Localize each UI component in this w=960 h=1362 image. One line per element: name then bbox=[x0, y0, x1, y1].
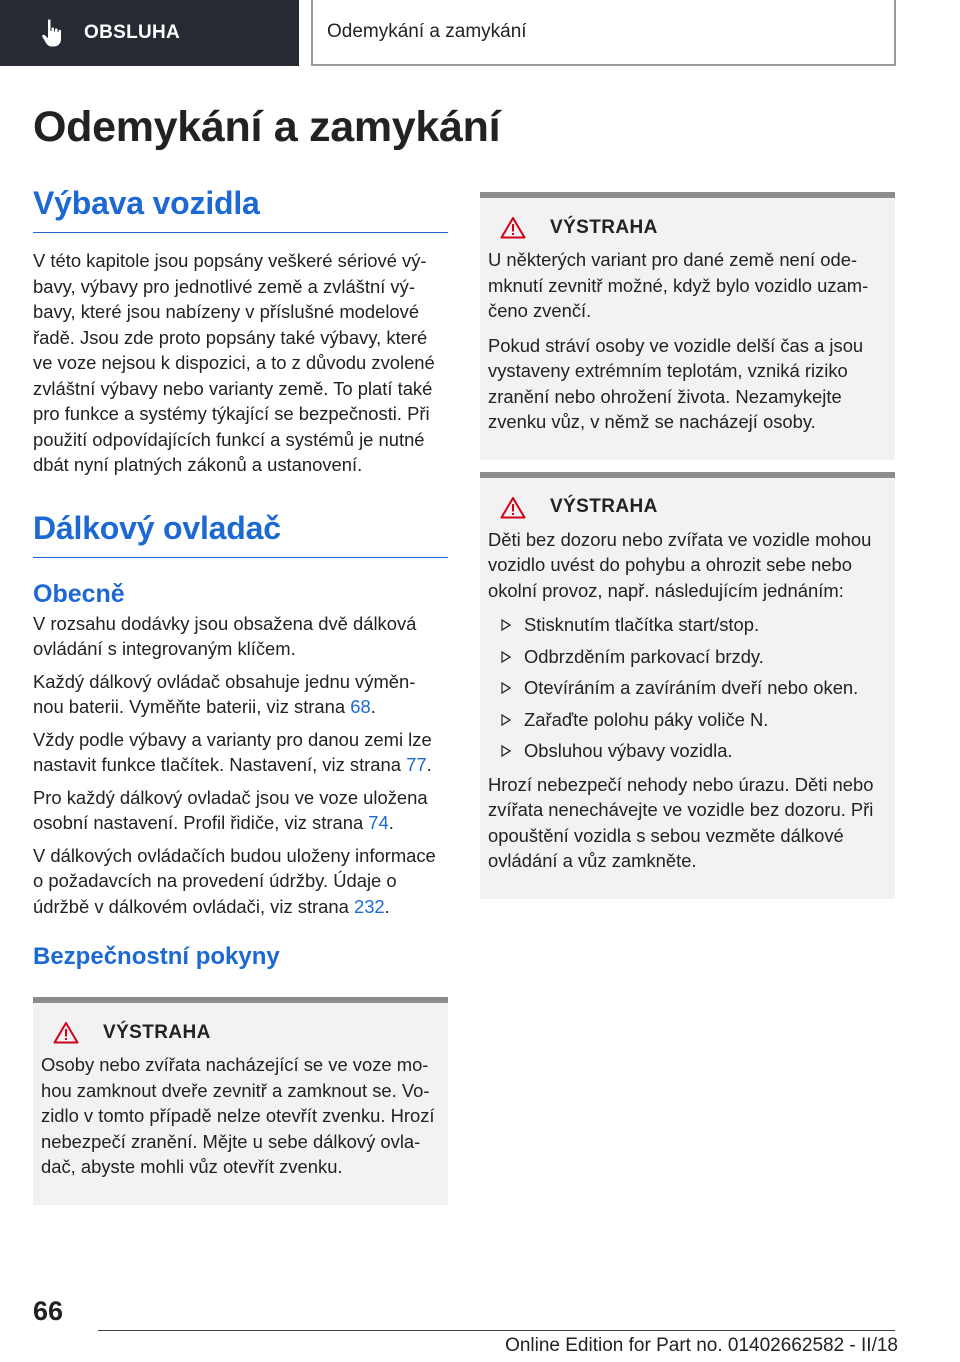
warning3-intro: Děti bez dozoru nebo zvířata ve vozidle mohou vozidlo uvést do pohybu a ohrozit sebe nebo okolní provoz, např. následujícím jednáním: bbox=[488, 528, 872, 601]
list-item bbox=[488, 612, 887, 638]
warning2-paragraph-2: Pokud stráví osoby ve vozidle delší čas a jsou vystaveny extrémním teplotám, vzniká riziko zranění nebo ohrožení života. Nezamykejte zvenku vůz, v němž se nacházejí osoby. bbox=[488, 334, 864, 432]
warning-header bbox=[488, 216, 887, 239]
paragraph-end: . bbox=[426, 754, 432, 775]
paragraph-end: . bbox=[384, 895, 390, 917]
arrow-right-icon bbox=[488, 738, 524, 757]
warning-title: VÝSTRAHA bbox=[550, 216, 658, 238]
page-link-68[interactable]: 68 bbox=[350, 696, 371, 717]
heading-obecne: Obecně bbox=[33, 579, 125, 608]
list-item bbox=[488, 738, 887, 764]
warning-title: VÝSTRAHA bbox=[103, 1021, 211, 1043]
footer-edition: Online Edition for Part no. 01402662582 - II/18 bbox=[505, 1335, 898, 1356]
warning-triangle-icon bbox=[53, 1021, 79, 1044]
list-item bbox=[488, 707, 887, 733]
hand-pointer-icon bbox=[40, 18, 66, 48]
paragraph-text: Vždy podle výbavy a varianty pro danou zemi lze nastavit funkce tlačítek. Nastavení, viz strana bbox=[33, 728, 432, 775]
vybava-paragraph: V této kapitole jsou popsány veškeré sériové vý- bavy, výbavy pro jednotlivé země a zvláštní vý- bavy, které jsou nabízeny v příslušné modelové řadě. Jsou zde proto popsány také výbavy, které ve voze nejsou k dispozici, a to z důvodu zvolené zvláštní výbavy nebo varianty země. To platí také pro funkce a systémy týkající se bezpečnosti. Při použití odpovídajících funkcí a systémů je nutné dbát nyní platných zákonů a ustanovení. bbox=[33, 250, 435, 475]
list-item-text: Otevíráním a zavíráním dveří nebo oken. bbox=[524, 677, 859, 698]
warning-header bbox=[41, 1021, 440, 1044]
warning3-outro: Hrozí nebezpečí nehody nebo úrazu. Děti nebo zvířata nenechávejte ve vozidle bez dozoru. Při opouštění vozidla s sebou vezměte dálkové ovládání a vůz zamkněte. bbox=[488, 773, 874, 871]
breadcrumb-text: Odemykání a zamykání bbox=[327, 21, 527, 42]
paragraph-text: Pro každý dálkový ovladač jsou ve voze uložena osobní nastavení. Profil řidiče, viz strana bbox=[33, 786, 428, 833]
paragraph-text: Každý dálkový ovládač obsahuje jednu výměn- nou baterii. Vyměňte baterii, viz strana bbox=[33, 670, 416, 717]
section-label: OBSLUHA bbox=[84, 22, 181, 43]
section-tab[interactable] bbox=[0, 0, 299, 66]
paragraph-text: V dálkových ovládačích budou uloženy informace o požadavcích na provedení údržby. Údaje o údržbě v dálkovém ovládači, viz strana bbox=[33, 844, 436, 917]
breadcrumb bbox=[311, 0, 896, 66]
warning2-paragraph-1: U některých variant pro dané země není ode- mknutí zevnitř možné, když bylo vozidlo uzam- čeno zvenčí. bbox=[488, 249, 869, 321]
action-list bbox=[488, 612, 887, 764]
heading-bezpecnostni-pokyny: Bezpečnostní pokyny bbox=[33, 943, 280, 970]
heading-dalkovy-ovladac: Dálkový ovladač bbox=[33, 510, 448, 558]
arrow-right-icon bbox=[488, 707, 524, 726]
page-link-74[interactable]: 74 bbox=[368, 812, 389, 833]
warning-triangle-icon bbox=[500, 216, 526, 239]
warning-box-3 bbox=[480, 472, 895, 899]
warning-box-2 bbox=[480, 192, 895, 460]
warning-header bbox=[488, 496, 887, 519]
paragraph-end: . bbox=[388, 812, 394, 833]
obecne-paragraph-3 bbox=[33, 727, 448, 778]
obecne-paragraph-5 bbox=[33, 843, 448, 920]
obecne-paragraph-4 bbox=[33, 785, 448, 836]
list-item-text: Stisknutím tlačítka start/stop. bbox=[524, 614, 760, 635]
warning-title: VÝSTRAHA bbox=[550, 496, 658, 517]
page-title: Odemykání a zamykání bbox=[33, 103, 501, 151]
paragraph-end: . bbox=[370, 696, 376, 717]
page-link-77[interactable]: 77 bbox=[406, 754, 427, 775]
left-column bbox=[33, 185, 448, 1205]
page-number: 66 bbox=[33, 1296, 64, 1326]
obecne-paragraph-1: V rozsahu dodávky jsou obsažena dvě dálková ovládání s integrovaným klíčem. bbox=[33, 612, 417, 659]
page-link-232[interactable]: 232 bbox=[353, 895, 385, 917]
warning-triangle-icon bbox=[500, 496, 526, 519]
list-item-text: Zařaďte polohu páky voliče N. bbox=[524, 708, 769, 730]
right-column bbox=[480, 192, 895, 899]
heading-vybava-vozidla: Výbava vozidla bbox=[33, 185, 448, 233]
arrow-right-icon bbox=[488, 612, 524, 631]
list-item-text: Obsluhou výbavy vozidla. bbox=[524, 740, 733, 761]
arrow-right-icon bbox=[488, 644, 524, 663]
list-item bbox=[488, 675, 887, 701]
warning-box-1 bbox=[33, 997, 448, 1205]
obecne-paragraph-2 bbox=[33, 669, 448, 720]
list-item bbox=[488, 644, 887, 670]
warning-text: Osoby nebo zvířata nacházející se ve voze mo- hou zamknout dveře zevnitř a zamknout se. Vo- zidlo v tomto případě nelze otevřít zvenku. Hrozí nebezpečí zranění. Mějte u sebe dálkový ovla- dač, abyste mohli vůz otevřít zvenku. bbox=[41, 1054, 435, 1177]
footer-divider bbox=[98, 1330, 895, 1331]
list-item-text: Odbrzděním parkovací brzdy. bbox=[524, 645, 764, 667]
arrow-right-icon bbox=[488, 675, 524, 694]
